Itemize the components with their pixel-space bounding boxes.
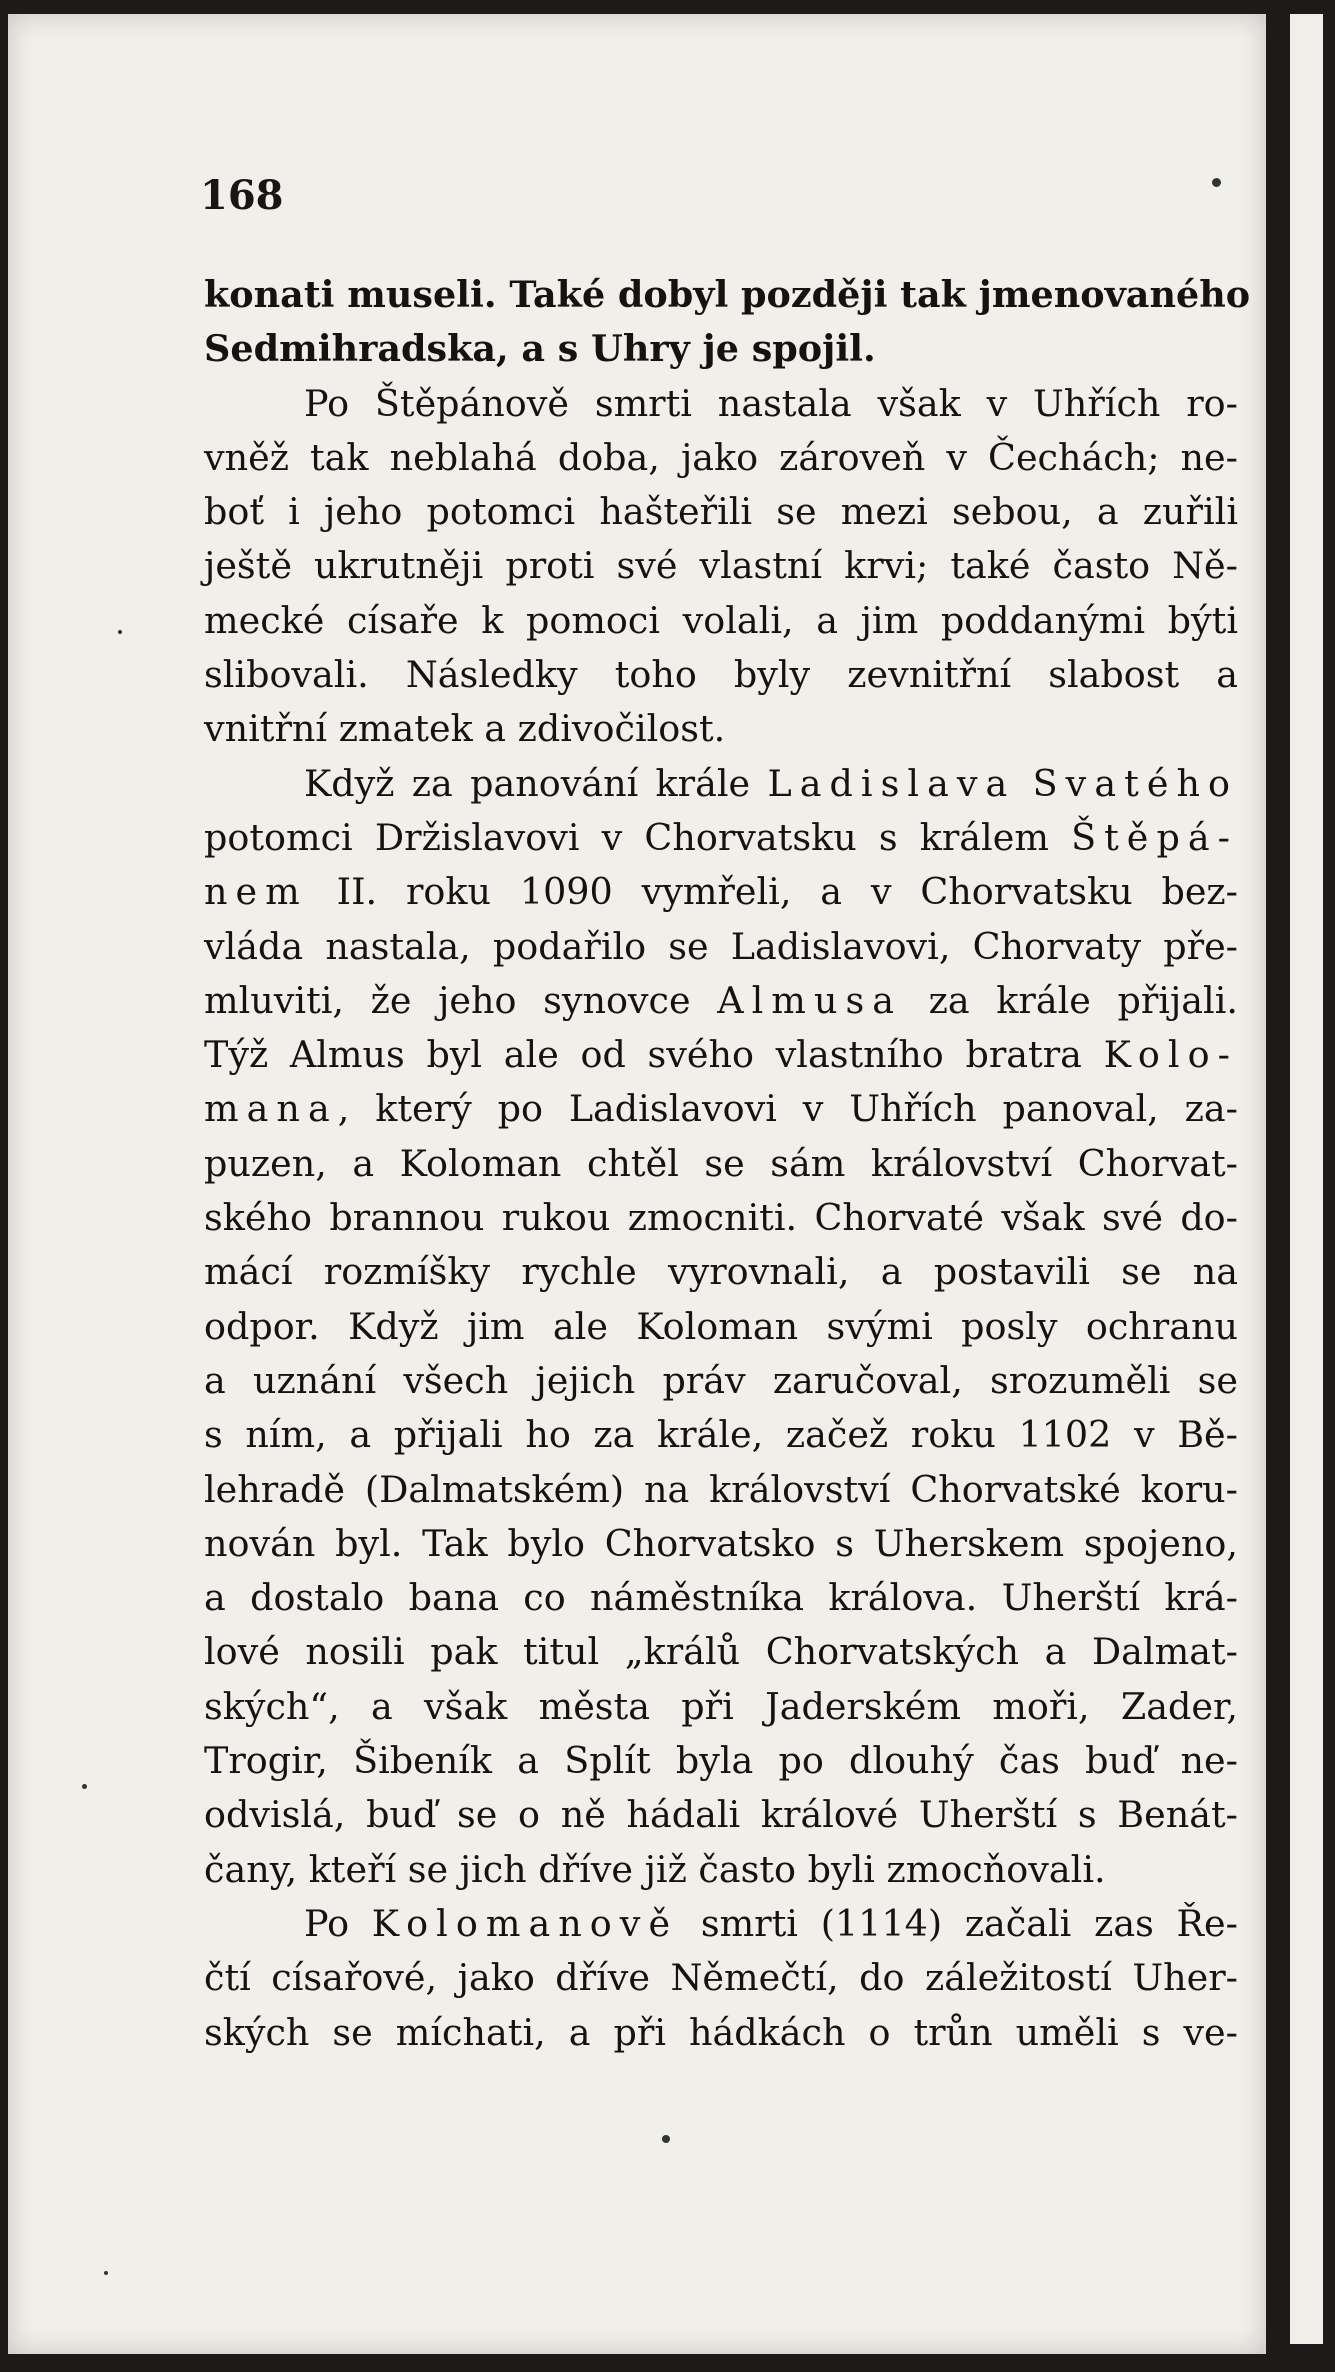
spaced-name: Ladislava	[767, 761, 1016, 805]
spaced-name: Almusa	[717, 978, 903, 1022]
text-line: a uznání všech jejich práv zaručoval, srozuměli se	[204, 1358, 1238, 1402]
text-line: ských se míchati, a při hádkách o trůn uměli s ve-	[204, 2010, 1238, 2054]
text-line: a dostalo bana co náměstníka králova. Uherští krá-	[204, 1576, 1238, 1620]
text-line: odpor. Když jim ale Koloman svými posly ochranu	[204, 1304, 1238, 1348]
text-line: ských“, a však města při Jaderském moři, Zader,	[204, 1684, 1238, 1728]
spaced-name: Štěpá-	[1071, 815, 1238, 859]
text-line: mecké císaře k pomoci volali, a jim poddanými býti	[204, 598, 1238, 642]
text-line: vněž tak neblahá doba, jako zároveň v Čechách; ne-	[204, 435, 1238, 479]
text-line: nem II. roku 1090 vymřeli, a v Chorvatsku bez-	[204, 870, 1238, 914]
page-number: 168	[200, 172, 284, 219]
text-line: vláda nastala, podařilo se Ladislavovi, Chorvaty pře-	[204, 924, 1238, 968]
text-line: Když za panování krále Ladislava Svatého	[304, 761, 1238, 805]
text-line: čany, kteří se jich dříve již často byli zmocňovali.	[204, 1847, 1106, 1891]
text-line: mana, který po Ladislavovi v Uhřích panoval, za-	[204, 1087, 1238, 1131]
text-line: konati museli. Také dobyl později tak jmenovaného	[204, 273, 1251, 316]
spaced-name: Kolomanově	[371, 1901, 679, 1945]
text-line: s ním, a přijali ho za krále, začež roku 1102 v Bě-	[204, 1413, 1238, 1457]
spaced-name: nem	[204, 870, 308, 914]
text-line: Trogir, Šibeník a Splít byla po dlouhý čas buď ne-	[204, 1739, 1238, 1783]
text-line: lové nosili pak titul „králů Chorvatských a Dalmat-	[204, 1630, 1238, 1674]
text-line: Po Kolomanově smrti (1114) začali zas Ře-	[304, 1901, 1238, 1945]
spaced-name: mana	[204, 1087, 338, 1131]
text-line: Týž Almus byl ale od svého vlastního bratra Kolo-	[204, 1033, 1238, 1077]
text-line: Po Štěpánově smrti nastala však v Uhřích ro-	[304, 381, 1238, 425]
text-line: odvislá, buď se o ně hádali králové Uherští s Benát-	[204, 1793, 1238, 1837]
text-line: čtí císařové, jako dříve Němečtí, do záležitostí Uher-	[204, 1956, 1238, 2000]
paper-speck	[104, 2271, 108, 2275]
text-line: nován byl. Tak bylo Chorvatsko s Uherskem spojeno,	[204, 1521, 1238, 1565]
paper-speck	[1212, 178, 1221, 187]
spaced-name: Svatého	[1032, 761, 1238, 805]
spaced-name: Kolo-	[1103, 1033, 1238, 1077]
text-line: Sedmihradska, a s Uhry je spojil.	[204, 327, 876, 371]
paper-speck	[662, 2135, 670, 2143]
paper-speck	[82, 1784, 87, 1789]
text-line: lehradě (Dalmatském) na království Chorvatské koru-	[204, 1467, 1238, 1511]
text-line: ského brannou rukou zmocniti. Chorvaté však své do-	[204, 1196, 1238, 1240]
text-line: mácí rozmíšky rychle vyrovnali, a postavili se na	[204, 1250, 1238, 1294]
next-page-edge	[1290, 14, 1323, 2344]
text-line: vnitřní zmatek a zdivočilost.	[204, 707, 726, 751]
text-line: boť i jeho potomci hašteřili se mezi sebou, a zuřili	[204, 490, 1238, 534]
text-line: potomci Držislavovi v Chorvatsku s králem Štěpá-	[204, 815, 1238, 859]
page-text	[204, 268, 1251, 2060]
text-line: mluviti, že jeho synovce Almusa za krále přijali.	[204, 978, 1238, 1022]
text-line: slibovali. Následky toho byly zevnitřní slabost a	[204, 653, 1238, 697]
text-line: ještě ukrutněji proti své vlastní krvi; také často Ně-	[204, 544, 1238, 588]
text-line: puzen, a Koloman chtěl se sám království Chorvat-	[204, 1141, 1238, 1185]
paper-speck	[118, 630, 122, 634]
